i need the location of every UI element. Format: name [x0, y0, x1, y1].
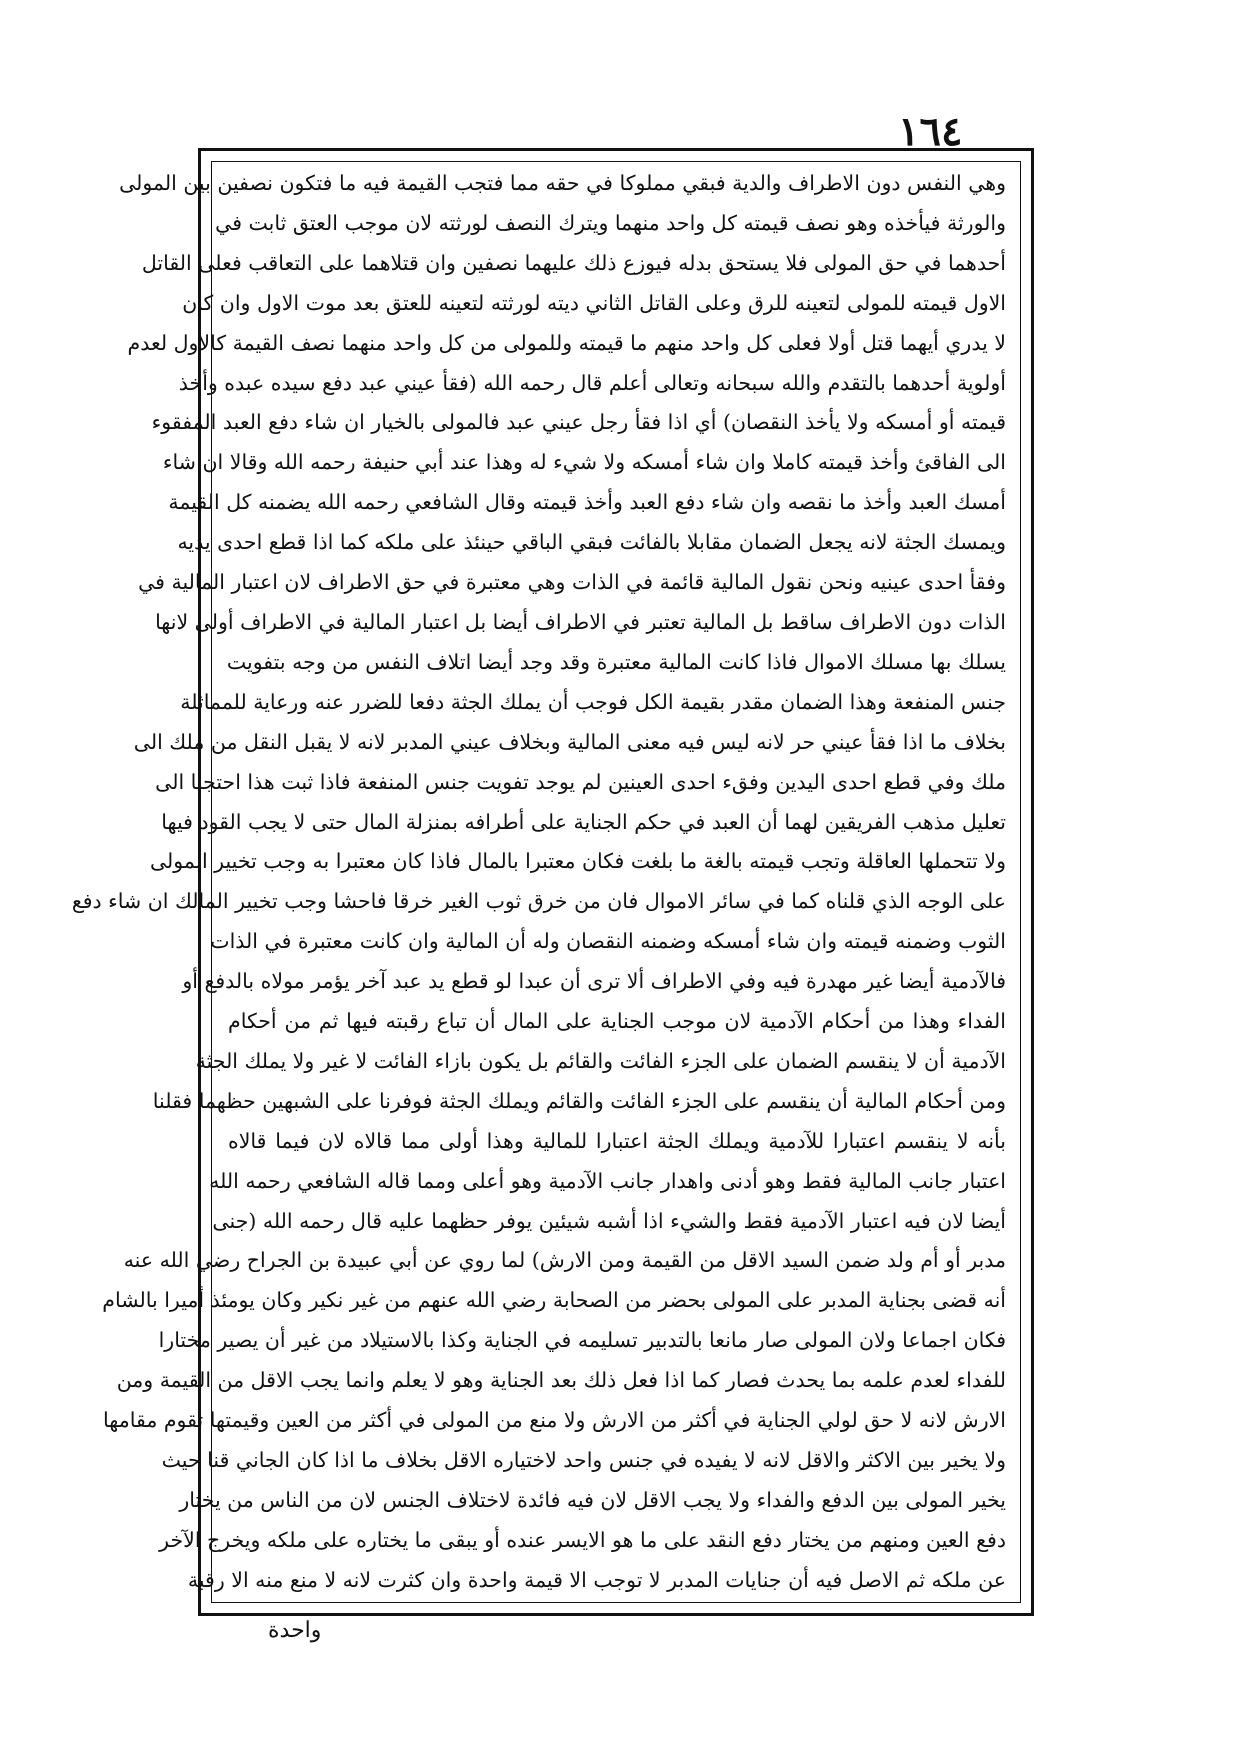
- text-line: فكان اجماعا ولان المولى صار مانعا بالتدبير تسليمه في الجناية وكذا بالاستيلاد من غير أن يصير مختارا: [158, 1328, 1006, 1353]
- text-line: ولا تتحملها العاقلة وتجب قيمته بالغة ما بلغت فكان معتبرا بالمال فاذا كان معتبرا به وجب تخيير المولى: [149, 849, 1006, 874]
- text-line: أيضا لان فيه اعتبار الآدمية فقط والشيء اذا أشبه شيئين يوفر حظهما عليه قال رحمه الله (جنى: [212, 1208, 1006, 1233]
- text-line: ومن أحكام المالية أن ينقسم على الجزء الفائت والقائم ويملك الجثة فوفرنا على الشبهين حظهما فقلنا: [152, 1088, 1006, 1113]
- text-line: يسلك بها مسلك الاموال فاذا كانت المالية معتبرة وقد وجد أيضا اتلاف النفس من وجه بتفويت: [226, 649, 1006, 674]
- text-line: دفع العين ومنهم من يختار دفع النقد على ما هو الايسر عنده أو يبقى ما يختاره على ملكه ويخرج الآخر: [159, 1527, 1006, 1552]
- text-line: الذات دون الاطراف ساقط بل المالية تعتبر في الاطراف أيضا بل اعتبار المالية في الاطراف أولى لانها: [155, 609, 1006, 634]
- text-line: أنه قضى بجناية المدبر على المولى بحضر من الصحابة رضي الله عنهم من غير نكير وكان يومئذ أميرا بالشام: [102, 1288, 1006, 1313]
- text-line: اعتبار جانب المالية فقط وهو أدنى واهدار جانب الآدمية وهو أعلى ومما قاله الشافعي رحمه الله: [209, 1168, 1006, 1193]
- text-line: الى الفاقئ وأخذ قيمته كاملا وان شاء أمسكه ولا شيء له وهذا عند أبي حنيفة رحمه الله وقالا ان شاء: [162, 450, 1006, 475]
- page-frame: [71, 148, 1034, 1616]
- catchword: واحدة: [268, 1618, 322, 1643]
- text-line: الآدمية أن لا ينقسم الضمان على الجزء الفائت والقائم بل يكون بازاء الفائت لا غير ولا يملك الجثة: [195, 1048, 1006, 1073]
- text-line: لا يدري أيهما قتل أولا فعلى كل واحد منهم ما قيمته وللمولى من كل واحد منهما نصف القيمة كالاول لعدم: [127, 330, 1006, 355]
- text-line: مدبر أو أم ولد ضمن السيد الاقل من القيمة ومن الارش) لما روي عن أبي عبيدة بن الجراح رضي الله عنه: [123, 1248, 1006, 1273]
- text-line: بخلاف ما اذا فقأ عيني حر لانه ليس فيه معنى المالية وبخلاف عيني المدبر لانه لا يقبل النقل من ملك الى: [133, 729, 1006, 754]
- text-line: ويمسك الجثة لانه يجعل الضمان مقابلا بالفائت فبقي الباقي حينئذ على ملكه كما اذا قطع احدى يديه: [177, 530, 1006, 555]
- text-line: فالآدمية أيضا غير مهدرة فيه وفي الاطراف ألا ترى أن عبدا لو قطع يد عبد آخر يؤمر مولاه بالدفع أو: [182, 969, 1006, 994]
- text-line: وهي النفس دون الاطراف والدية فبقي مملوكا في حقه مما فتجب القيمة فيه ما فتكون نصفين بين المولى: [119, 171, 1006, 195]
- text-line: أمسك العبد وأخذ ما نقصه وان شاء دفع العبد وأخذ قيمته وقال الشافعي رحمه الله يضمنه كل القيمة: [168, 490, 1006, 515]
- text-line: الثوب وضمنه قيمته وان شاء أمسكه وضمنه النقصان وله أن المالية وان كانت معتبرة في الذات: [210, 929, 1006, 954]
- text-line: أولوية أحدهما بالتقدم والله سبحانه وتعالى أعلم قال رحمه الله (فقأ عيني عبد دفع سيده عبده وأخذ: [178, 370, 1006, 395]
- main-text: [71, 168, 1006, 1596]
- text-line: ولا يخير بين الاكثر والاقل لانه لا يفيده في جنس واحد لاختياره الاقل بخلاف ما اذا كان الجاني قنا حيث: [161, 1448, 1006, 1472]
- page-number: ١٦٤: [898, 108, 963, 155]
- text-line: على الوجه الذي قلناه كما في سائر الاموال فان من خرق ثوب الغير خرقا فاحشا وجب تخيير المالك ان شاء دفع: [71, 889, 1006, 914]
- text-line: عن ملكه ثم الاصل فيه أن جنايات المدبر لا توجب الا قيمة واحدة وان كثرت لانه لا منع منه الا رقبة: [187, 1567, 1006, 1592]
- text-line: وفقأ احدى عينيه ونحن نقول المالية قائمة في الذات وهي معتبرة في حق الاطراف لان اعتبار المالية في: [138, 570, 1006, 595]
- text-line: الفداء وهذا من أحكام الآدمية لان موجب الجناية على المال أن تباع رقبته فيها ثم من أحكام: [228, 1009, 1006, 1034]
- page-frame-inner: [71, 161, 1021, 1603]
- text-line: جنس المنفعة وهذا الضمان مقدر بقيمة الكل فوجب أن يملك الجثة دفعا للضرر عنه ورعاية للمماثلة: [180, 689, 1006, 714]
- text-line: ملك وفي قطع احدى اليدين وفقء احدى العينين لم يوجد تفويت جنس المنفعة فاذا ثبت هذا احتجنا الى: [155, 769, 1006, 794]
- text-line: بأنه لا ينقسم اعتبارا للآدمية ويملك الجثة اعتبارا للمالية وهذا أولى مما قالاه لان فيما قالاه: [228, 1128, 1006, 1153]
- text-line: الاول قيمته للمولى لتعينه للرق وعلى القاتل الثاني ديته لورثته لتعينه للعتق بعد موت الاول وان كان: [182, 290, 1006, 315]
- text-line: يخير المولى بين الدفع والفداء ولا يجب الاقل لان فيه فائدة لاختلاف الجنس لان من الناس من يختار: [179, 1487, 1006, 1512]
- text-line: والورثة فيأخذه وهو نصف قيمته كل واحد منهما ويترك النصف لورثته لان موجب العتق ثابت في: [215, 210, 1006, 235]
- text-line: قيمته أو أمسكه ولا يأخذ النقصان) أي اذا فقأ رجل عيني عبد فالمولى بالخيار ان شاء دفع العبد المفقوء: [151, 410, 1006, 435]
- text-line: أحدهما في حق المولى فلا يستحق بدله فيوزع ذلك عليهما نصفين وان قتلاهما على التعاقب فعلى القاتل: [141, 250, 1006, 275]
- text-line: تعليل مذهب الفريقين لهما أن العبد في حكم الجناية على أطرافه بمنزلة المال حتى لا يجب القود فيها: [161, 809, 1006, 834]
- text-line: للفداء لعدم علمه بما يحدث فصار كما اذا فعل ذلك بعد الجناية وهو لا يعلم وانما يجب الاقل من القيمة ومن: [116, 1368, 1006, 1393]
- text-line: الارش لانه لا حق لولي الجناية في أكثر من الارش ولا منع من المولى في أكثر من العين وقيمتها تقوم مقامها: [103, 1408, 1006, 1433]
